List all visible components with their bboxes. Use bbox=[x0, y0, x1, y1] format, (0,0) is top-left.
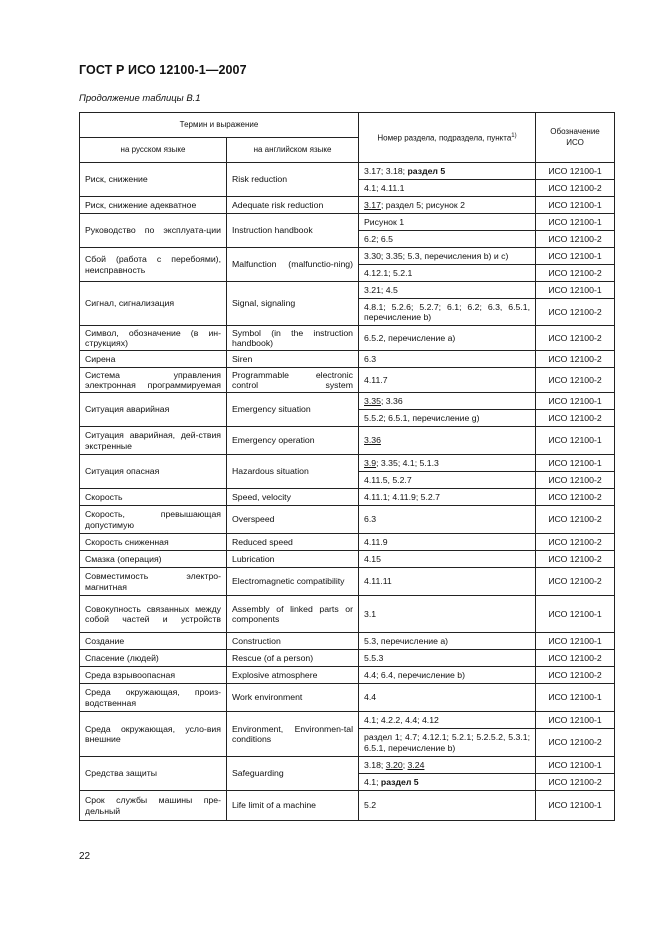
section-ref: 4.11.5, 5.2.7 bbox=[359, 472, 536, 489]
iso-designation: ИСО 12100-2 bbox=[536, 265, 615, 282]
table-row bbox=[80, 667, 615, 684]
section-ref: 3.17; 3.18; раздел 5 bbox=[359, 163, 536, 180]
iso-designation: ИСО 12100-1 bbox=[536, 214, 615, 231]
term-ru: Символ, обозначение (в ин-струкциях) bbox=[80, 326, 227, 351]
section-ref: 4.11.1; 4.11.9; 5.2.7 bbox=[359, 489, 536, 506]
term-ru: Среда взрывоопасная bbox=[80, 667, 227, 684]
term-ru: Риск, снижение bbox=[80, 163, 227, 197]
page-number: 22 bbox=[79, 851, 91, 862]
iso-designation: ИСО 12100-1 bbox=[536, 427, 615, 455]
section-ref: 6.3 bbox=[359, 506, 536, 534]
term-ru: Ситуация опасная bbox=[80, 455, 227, 489]
iso-designation: ИСО 12100-1 bbox=[536, 684, 615, 712]
section-ref: 3.17; раздел 5; рисунок 2 bbox=[359, 197, 536, 214]
iso-designation: ИСО 12100-1 bbox=[536, 248, 615, 265]
section-ref: Рисунок 1 bbox=[359, 214, 536, 231]
term-en: Siren bbox=[227, 351, 359, 368]
section-ref: 4.4 bbox=[359, 684, 536, 712]
term-ru: Система управления электронная программируемая bbox=[80, 368, 227, 393]
iso-designation: ИСО 12100-2 bbox=[536, 568, 615, 596]
iso-designation: ИСО 12100-1 bbox=[536, 712, 615, 729]
table-caption: Продолжение таблицы В.1 bbox=[79, 93, 201, 104]
term-ru: Совокупность связанных между собой частей и устройств bbox=[80, 596, 227, 633]
term-en: Overspeed bbox=[227, 506, 359, 534]
iso-designation: ИСО 12100-2 bbox=[536, 650, 615, 667]
iso-designation: ИСО 12100-2 bbox=[536, 351, 615, 368]
table-row bbox=[80, 455, 615, 472]
term-en: Construction bbox=[227, 633, 359, 650]
iso-designation: ИСО 12100-1 bbox=[536, 455, 615, 472]
section-ref: 6.3 bbox=[359, 351, 536, 368]
term-ru: Создание bbox=[80, 633, 227, 650]
table-row bbox=[80, 684, 615, 712]
section-ref: 3.21; 4.5 bbox=[359, 282, 536, 299]
table-row bbox=[80, 568, 615, 596]
iso-designation: ИСО 12100-2 bbox=[536, 180, 615, 197]
term-en: Electromagnetic compatibility bbox=[227, 568, 359, 596]
term-ru: Скорость сниженная bbox=[80, 534, 227, 551]
term-en: Lubrication bbox=[227, 551, 359, 568]
section-ref: 4.1; 4.2.2, 4.4; 4.12 bbox=[359, 712, 536, 729]
term-en: Signal, signaling bbox=[227, 282, 359, 326]
iso-designation: ИСО 12100-2 bbox=[536, 551, 615, 568]
iso-designation: ИСО 12100-2 bbox=[536, 326, 615, 351]
iso-designation: ИСО 12100-1 bbox=[536, 163, 615, 180]
table-row bbox=[80, 596, 615, 633]
column-header-section: Номер раздела, подраздела, пункта$^{1)}$ bbox=[359, 113, 536, 163]
iso-designation: ИСО 12100-2 bbox=[536, 368, 615, 393]
table-row bbox=[80, 633, 615, 650]
term-en: Safeguarding bbox=[227, 757, 359, 791]
term-en: Instruction handbook bbox=[227, 214, 359, 248]
term-ru: Сбой (работа с перебоями), неисправность bbox=[80, 248, 227, 282]
iso-designation: ИСО 12100-2 bbox=[536, 410, 615, 427]
table-row bbox=[80, 427, 615, 455]
section-ref: 6.2; 6.5 bbox=[359, 231, 536, 248]
term-ru: Сирена bbox=[80, 351, 227, 368]
term-ru: Риск, снижение адекватное bbox=[80, 197, 227, 214]
term-en: Environment, Environmen-tal conditions bbox=[227, 712, 359, 757]
table-row bbox=[80, 248, 615, 265]
table-row bbox=[80, 351, 615, 368]
section-ref: 4.11.9 bbox=[359, 534, 536, 551]
iso-designation: ИСО 12100-2 bbox=[536, 299, 615, 326]
table-row bbox=[80, 489, 615, 506]
iso-designation: ИСО 12100-2 bbox=[536, 534, 615, 551]
term-en: Life limit of a machine bbox=[227, 791, 359, 821]
column-header-ru: на русском языке bbox=[80, 138, 227, 163]
table-row bbox=[80, 534, 615, 551]
iso-designation: ИСО 12100-2 bbox=[536, 774, 615, 791]
term-ru: Ситуация аварийная bbox=[80, 393, 227, 427]
iso-designation: ИСО 12100-2 bbox=[536, 231, 615, 248]
iso-designation: ИСО 12100-2 bbox=[536, 472, 615, 489]
section-ref: 4.11.7 bbox=[359, 368, 536, 393]
section-ref: 4.4; 6.4, перечисление b) bbox=[359, 667, 536, 684]
section-ref: 3.9; 3.35; 4.1; 5.1.3 bbox=[359, 455, 536, 472]
term-ru: Скорость bbox=[80, 489, 227, 506]
section-ref: 4.1; раздел 5 bbox=[359, 774, 536, 791]
table-row bbox=[80, 368, 615, 393]
table-row bbox=[80, 757, 615, 774]
term-ru: Среда окружающая, произ-водственная bbox=[80, 684, 227, 712]
iso-designation: ИСО 12100-1 bbox=[536, 197, 615, 214]
iso-designation: ИСО 12100-1 bbox=[536, 791, 615, 821]
term-en: Rescue (of a person) bbox=[227, 650, 359, 667]
page-title: ГОСТ Р ИСО 12100-1—2007 bbox=[79, 63, 247, 77]
table-row bbox=[80, 650, 615, 667]
term-en: Risk reduction bbox=[227, 163, 359, 197]
terms-table bbox=[79, 112, 615, 821]
table-row bbox=[80, 506, 615, 534]
term-en: Emergency operation bbox=[227, 427, 359, 455]
table-row bbox=[80, 712, 615, 729]
table-row bbox=[80, 551, 615, 568]
column-header-iso: Обозначение ИСО bbox=[536, 113, 615, 163]
term-en: Reduced speed bbox=[227, 534, 359, 551]
section-ref: 4.1; 4.11.1 bbox=[359, 180, 536, 197]
section-ref: 3.1 bbox=[359, 596, 536, 633]
section-ref: 4.12.1; 5.2.1 bbox=[359, 265, 536, 282]
iso-designation: ИСО 12100-1 bbox=[536, 633, 615, 650]
term-ru: Скорость, превышающая допустимую bbox=[80, 506, 227, 534]
section-ref: 3.35; 3.36 bbox=[359, 393, 536, 410]
term-en: Hazardous situation bbox=[227, 455, 359, 489]
term-en: Speed, velocity bbox=[227, 489, 359, 506]
iso-designation: ИСО 12100-1 bbox=[536, 757, 615, 774]
term-ru: Среда окружающая, усло-вия внешние bbox=[80, 712, 227, 757]
term-en: Programmable electronic control system bbox=[227, 368, 359, 393]
term-en: Malfunction (malfunctio-ning) bbox=[227, 248, 359, 282]
term-en: Adequate risk reduction bbox=[227, 197, 359, 214]
section-ref: 5.3, перечисление a) bbox=[359, 633, 536, 650]
section-ref: раздел 1; 4.7; 4.12.1; 5.2.1; 5.2.5.2, 5.3.1; 6.5.1, перечисление b) bbox=[359, 729, 536, 757]
term-ru: Спасение (людей) bbox=[80, 650, 227, 667]
table-row bbox=[80, 282, 615, 299]
term-en: Assembly of linked parts or components bbox=[227, 596, 359, 633]
section-ref: 3.30; 3.35; 5.3, перечисления b) и c) bbox=[359, 248, 536, 265]
term-en: Explosive atmosphere bbox=[227, 667, 359, 684]
section-ref: 5.2 bbox=[359, 791, 536, 821]
term-ru: Срок службы машины пре-дельный bbox=[80, 791, 227, 821]
section-ref: 4.11.11 bbox=[359, 568, 536, 596]
section-ref: 5.5.2; 6.5.1, перечисление g) bbox=[359, 410, 536, 427]
column-header-en: на английском языке bbox=[227, 138, 359, 163]
iso-designation: ИСО 12100-1 bbox=[536, 282, 615, 299]
term-ru: Смазка (операция) bbox=[80, 551, 227, 568]
iso-designation: ИСО 12100-1 bbox=[536, 393, 615, 410]
column-header-term-group: Термин и выражение bbox=[80, 113, 359, 138]
table-row bbox=[80, 791, 615, 821]
term-en: Emergency situation bbox=[227, 393, 359, 427]
term-ru: Средства защиты bbox=[80, 757, 227, 791]
section-ref: 3.36 bbox=[359, 427, 536, 455]
section-ref: 4.15 bbox=[359, 551, 536, 568]
table-row bbox=[80, 214, 615, 231]
term-ru: Сигнал, сигнализация bbox=[80, 282, 227, 326]
section-ref: 3.18; 3.20; 3.24 bbox=[359, 757, 536, 774]
term-ru: Ситуация аварийная, дей-ствия экстренные bbox=[80, 427, 227, 455]
iso-designation: ИСО 12100-2 bbox=[536, 506, 615, 534]
term-ru: Руководство по эксплуата-ции bbox=[80, 214, 227, 248]
table-row bbox=[80, 393, 615, 410]
iso-designation: ИСО 12100-2 bbox=[536, 667, 615, 684]
iso-designation: ИСО 12100-1 bbox=[536, 596, 615, 633]
section-ref: 5.5.3 bbox=[359, 650, 536, 667]
section-ref: 6.5.2, перечисление a) bbox=[359, 326, 536, 351]
section-ref: 4.8.1; 5.2.6; 5.2.7; 6.1; 6.2; 6.3, 6.5.1, перечисление b) bbox=[359, 299, 536, 326]
table-row bbox=[80, 326, 615, 351]
iso-designation: ИСО 12100-2 bbox=[536, 729, 615, 757]
table-row bbox=[80, 197, 615, 214]
term-en: Work environment bbox=[227, 684, 359, 712]
term-en: Symbol (in the instruction handbook) bbox=[227, 326, 359, 351]
table-row bbox=[80, 163, 615, 180]
iso-designation: ИСО 12100-2 bbox=[536, 489, 615, 506]
term-ru: Совместимость электро-магнитная bbox=[80, 568, 227, 596]
